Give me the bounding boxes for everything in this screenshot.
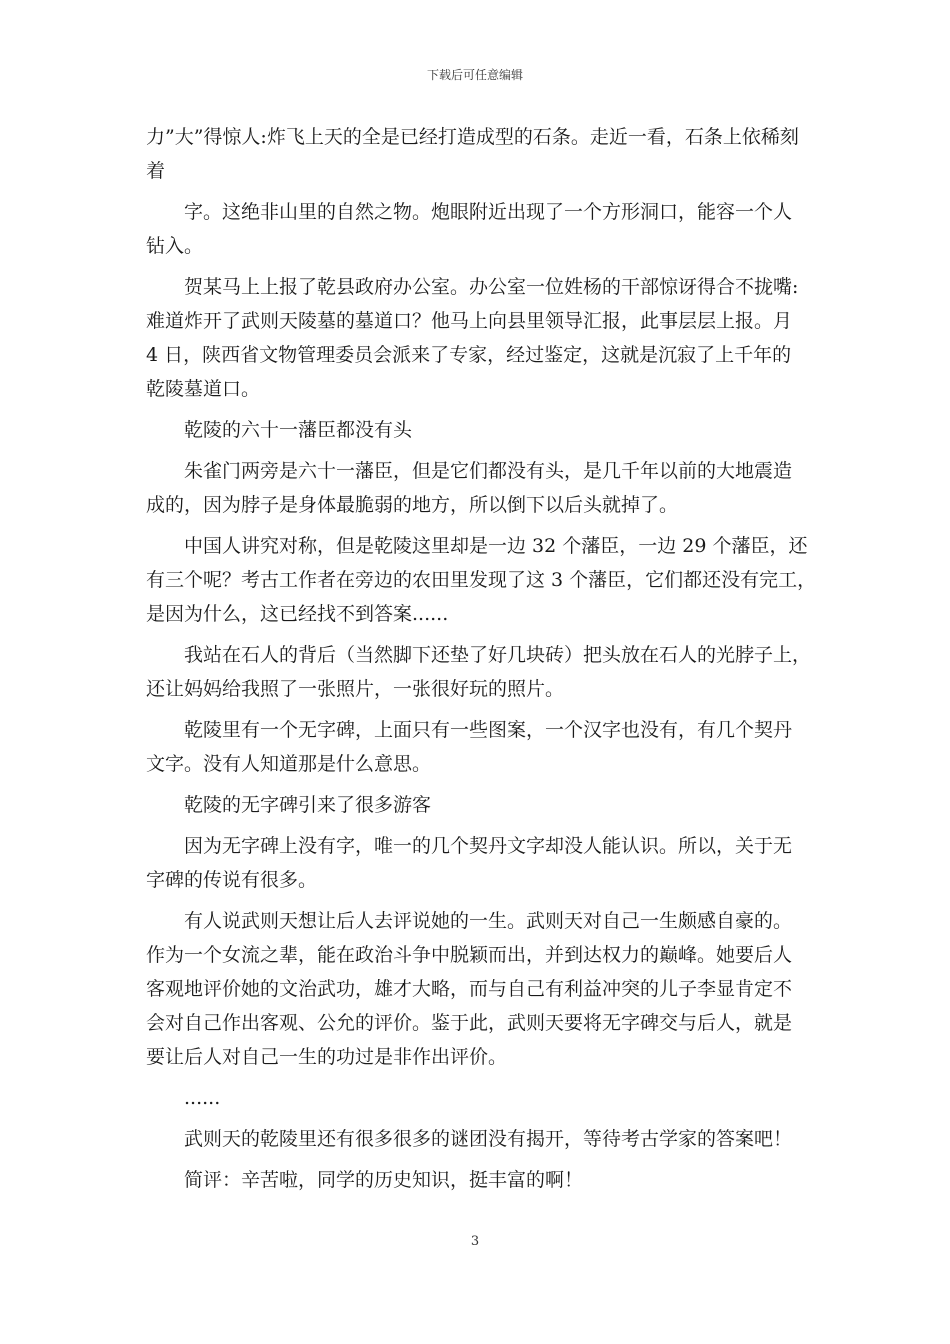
text-line: ...... [184, 1087, 221, 1109]
paragraph [146, 195, 814, 263]
paragraph [146, 413, 814, 447]
paragraph [146, 713, 814, 781]
paragraph [146, 270, 814, 406]
text-line: 要让后人对自己一生的功过是非作出评价。 [146, 1046, 508, 1068]
document-body [146, 120, 817, 1204]
paragraph [146, 454, 814, 522]
paragraph [146, 120, 814, 188]
text-line: 是因为什么，这已经找不到答案...... [146, 603, 449, 625]
text-line: 简评：辛苦啦，同学的历史知识，挺丰富的啊！ [184, 1169, 584, 1191]
text-line: 乾陵的无字碑引来了很多游客 [184, 794, 432, 816]
text-line: 难道炸开了武则天陵墓的墓道口？他马上向县里领导汇报，此事层层上报。月 [146, 310, 793, 332]
text-line: 还让妈妈给我照了一张照片，一张很好玩的照片。 [146, 678, 565, 700]
text-line: 贺某马上上报了乾县政府办公室。办公室一位姓杨的干部惊讶得合不拢嘴: [184, 276, 799, 298]
text-line: 中国人讲究对称，但是乾陵这里却是一边 32 个藩臣，一边 29 个藩臣，还 [184, 535, 808, 557]
paragraph [146, 829, 814, 897]
text-line: 乾陵里有一个无字碑，上面只有一些图案，一个汉字也没有，有几个契丹 [184, 719, 793, 741]
paragraph [146, 1163, 814, 1197]
paragraph [146, 638, 814, 706]
text-line: 我站在石人的背后（当然脚下还垫了好几块砖）把头放在石人的光脖子上， [184, 644, 812, 666]
paragraph [146, 904, 814, 1074]
text-line: 字。这绝非山里的自然之物。炮眼附近出现了一个方形洞口，能容一个人 [184, 201, 793, 223]
paragraph [146, 788, 814, 822]
text-line: 有三个呢？考古工作者在旁边的农田里发现了这 3 个藩臣，它们都还没有完工， [146, 569, 817, 591]
text-line: 成的，因为脖子是身体最脆弱的地方，所以倒下以后头就掉了。 [146, 494, 679, 516]
text-line: 钻入。 [146, 235, 204, 257]
text-line: 4 日，陕西省文物管理委员会派来了专家，经过鉴定，这就是沉寂了上千年的 [146, 344, 792, 366]
text-line: 因为无字碑上没有字，唯一的几个契丹文字却没人能认识。所以，关于无 [184, 835, 793, 857]
text-line: 作为一个女流之辈，能在政治斗争中脱颖而出，并到达权力的巅峰。她要后人 [146, 944, 793, 966]
text-line: 字碑的传说有很多。 [146, 869, 318, 891]
page-number: 3 [470, 1234, 480, 1249]
paragraph [146, 529, 817, 631]
text-line: 会对自己作出客观、公允的评价。鉴于此，武则天要将无字碑交与后人，就是 [146, 1012, 793, 1034]
text-line: 朱雀门两旁是六十一藩臣，但是它们都没有头，是几千年以前的大地震造 [184, 460, 793, 482]
text-line: 力”大”得惊人:炸飞上天的全是已经打造成型的石条。走近一看，石条上依稀刻 [146, 126, 799, 148]
text-line: 文字。没有人知道那是什么意思。 [146, 753, 432, 775]
text-line: 乾陵的六十一藩臣都没有头 [184, 419, 413, 441]
paragraph [146, 1081, 814, 1115]
text-line: 武则天的乾陵里还有很多很多的谜团没有揭开，等待考古学家的答案吧！ [184, 1128, 793, 1150]
page-header: 下载后可任意编辑 [426, 68, 523, 82]
text-line: 乾陵墓道口。 [146, 378, 261, 400]
paragraph [146, 1122, 814, 1156]
text-line: 有人说武则天想让后人去评说她的一生。武则天对自己一生颇感自豪的。 [184, 910, 793, 932]
text-line: 客观地评价她的文治武功，雄才大略，而与自己有利益冲突的儿子李显肯定不 [146, 978, 793, 1000]
text-line: 着 [146, 160, 166, 182]
